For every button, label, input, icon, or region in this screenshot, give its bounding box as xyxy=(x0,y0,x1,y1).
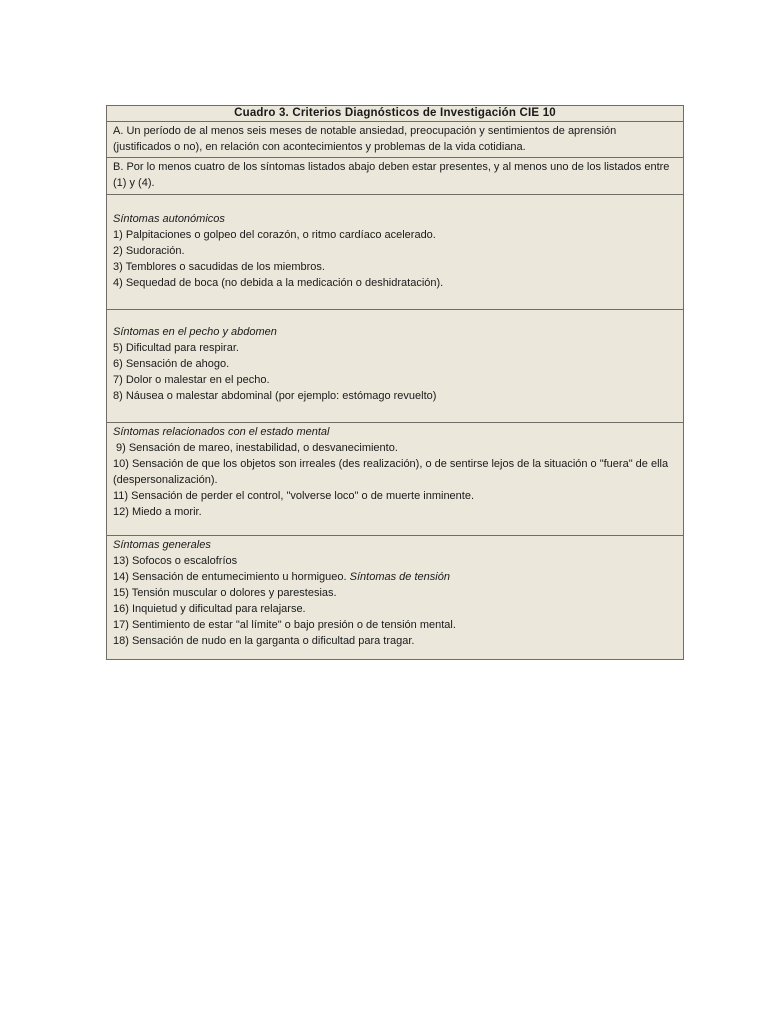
list-item: 11) Sensación de perder el control, "volverse loco" o de muerte inminente. xyxy=(113,490,475,502)
list-item: 1) Palpitaciones o golpeo del corazón, o ritmo cardíaco acelerado. xyxy=(113,229,436,241)
list-item: 2) Sudoración. xyxy=(113,245,185,257)
diagnostic-criteria-table xyxy=(106,105,684,660)
table-title-row xyxy=(107,106,683,122)
list-item: 13) Sofocos o escalofríos xyxy=(113,555,238,567)
criterion-a-row xyxy=(107,122,683,158)
list-item: 12) Miedo a morir. xyxy=(113,506,202,518)
list-item: 18) Sensación de nudo en la garganta o dificultad para tragar. xyxy=(113,635,415,647)
list-item: 3) Temblores o sacudidas de los miembros. xyxy=(113,261,325,273)
autonomic-heading: Síntomas autonómicos xyxy=(113,213,225,225)
item-14-text: 14) Sensación de entumecimiento u hormigueo. xyxy=(113,571,347,583)
list-item: 16) Inquietud y dificultad para relajarse. xyxy=(113,603,306,615)
list-item: 15) Tensión muscular o dolores y parestesias. xyxy=(113,587,337,599)
mental-symptoms-row xyxy=(107,423,683,536)
chest-heading: Síntomas en el pecho y abdomen xyxy=(113,326,277,338)
list-item: 6) Sensación de ahogo. xyxy=(113,358,230,370)
general-heading: Síntomas generales xyxy=(113,539,211,551)
list-item: 8) Náusea o malestar abdominal (por ejemplo: estómago revuelto) xyxy=(113,390,437,402)
general-symptoms-row xyxy=(107,536,683,661)
criterion-a-text: A. Un período de al menos seis meses de notable ansiedad, preocupación y sentimientos de aprensión (justificados o no), en relación con acontecimientos y problemas de la vida cotidiana. xyxy=(113,125,617,153)
list-item: 9) Sensación de mareo, inestabilidad, o desvanecimiento. xyxy=(116,442,398,454)
criterion-b-text: B. Por lo menos cuatro de los síntomas listados abajo deben estar presentes, y al menos uno de los listados entre (1) y (4). xyxy=(113,161,670,189)
autonomic-symptoms-row xyxy=(107,195,683,310)
list-item: 7) Dolor o malestar en el pecho. xyxy=(113,374,270,386)
chest-symptoms-row xyxy=(107,310,683,423)
table-title: Cuadro 3. Criterios Diagnósticos de Investigación CIE 10 xyxy=(234,107,556,119)
list-item: 5) Dificultad para respirar. xyxy=(113,342,239,354)
mental-heading: Síntomas relacionados con el estado mental xyxy=(113,426,330,438)
tension-heading: Síntomas de tensión xyxy=(349,571,450,583)
list-item: 10) Sensación de que los objetos son irreales (des realización), o de sentirse lejos de la situación o "fuera" de ella (despersonalización). xyxy=(113,458,669,486)
list-item xyxy=(113,569,677,585)
criterion-b-row xyxy=(107,158,683,195)
list-item: 4) Sequedad de boca (no debida a la medicación o deshidratación). xyxy=(113,277,444,289)
list-item: 17) Sentimiento de estar "al límite" o bajo presión o de tensión mental. xyxy=(113,619,456,631)
